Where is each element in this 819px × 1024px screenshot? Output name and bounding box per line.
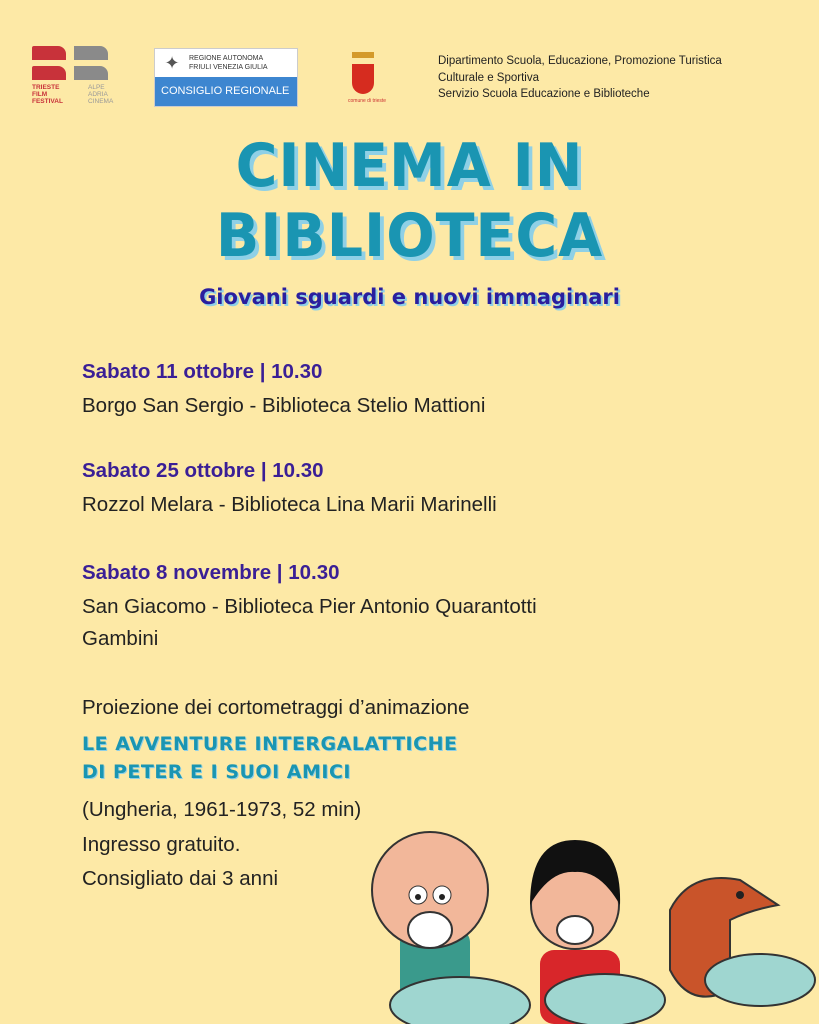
department-info: [438, 53, 722, 103]
title-line-2: BIBLIOTECA: [215, 201, 604, 271]
subtitle: Giovani sguardi e nuovi immaginari: [199, 285, 620, 309]
film-title-line: DI PETER E I SUOI AMICI: [82, 761, 351, 783]
tff-line: FESTIVAL: [32, 98, 63, 105]
age-recommendation: Consigliato dai 3 anni: [82, 867, 279, 890]
event-date: Sabato 8 novembre | 10.30: [82, 561, 340, 584]
event-place: Rozzol Melara - Biblioteca Lina Marii Marinelli: [82, 493, 497, 516]
department-line: Culturale e Sportiva: [438, 71, 539, 84]
comune-trieste-logo: [348, 52, 387, 104]
event-place-cont: Gambini: [82, 627, 159, 650]
crown-icon: [352, 52, 374, 58]
regione-fvg-logo: [154, 48, 298, 107]
halberd-shield-icon: [352, 64, 374, 94]
event-date: Sabato 25 ottobre | 10.30: [82, 459, 324, 482]
alpe-line: ALPE: [88, 84, 105, 91]
event-place: Borgo San Sergio - Biblioteca Stelio Mattioni: [82, 394, 486, 417]
film-title-line: LE AVVENTURE INTERGALATTICHE: [82, 733, 458, 755]
admission: Ingresso gratuito.: [82, 833, 241, 856]
department-line: Dipartimento Scuola, Educazione, Promozione Turistica: [438, 55, 722, 67]
region-line1: REGIONE AUTONOMA: [189, 55, 264, 62]
tff-line: FILM: [32, 91, 48, 98]
alpe-line: CINEMA: [88, 98, 114, 105]
cartoon-characters-illustration: [360, 810, 819, 1024]
region-line2: FRIULI VENEZIA GIULIA: [189, 64, 268, 71]
film-details: (Ungheria, 1961-1973, 52 min): [82, 798, 362, 821]
event-date: Sabato 11 ottobre | 10.30: [82, 360, 323, 383]
comune-label: comune di trieste: [348, 98, 387, 104]
event-place: San Giacomo - Biblioteca Pier Antonio Quarantotti: [82, 595, 537, 618]
council-label: CONSIGLIO REGIONALE: [155, 77, 297, 106]
eagle-icon: ✦: [164, 53, 180, 73]
projection-text: Proiezione dei cortometraggi d’animazione: [82, 696, 470, 719]
tff-line: TRIESTE: [32, 84, 60, 91]
department-line: Servizio Scuola Educazione e Biblioteche: [438, 88, 650, 100]
alpe-line: ADRIA: [88, 91, 108, 98]
title-line-1: CINEMA IN: [235, 131, 584, 201]
